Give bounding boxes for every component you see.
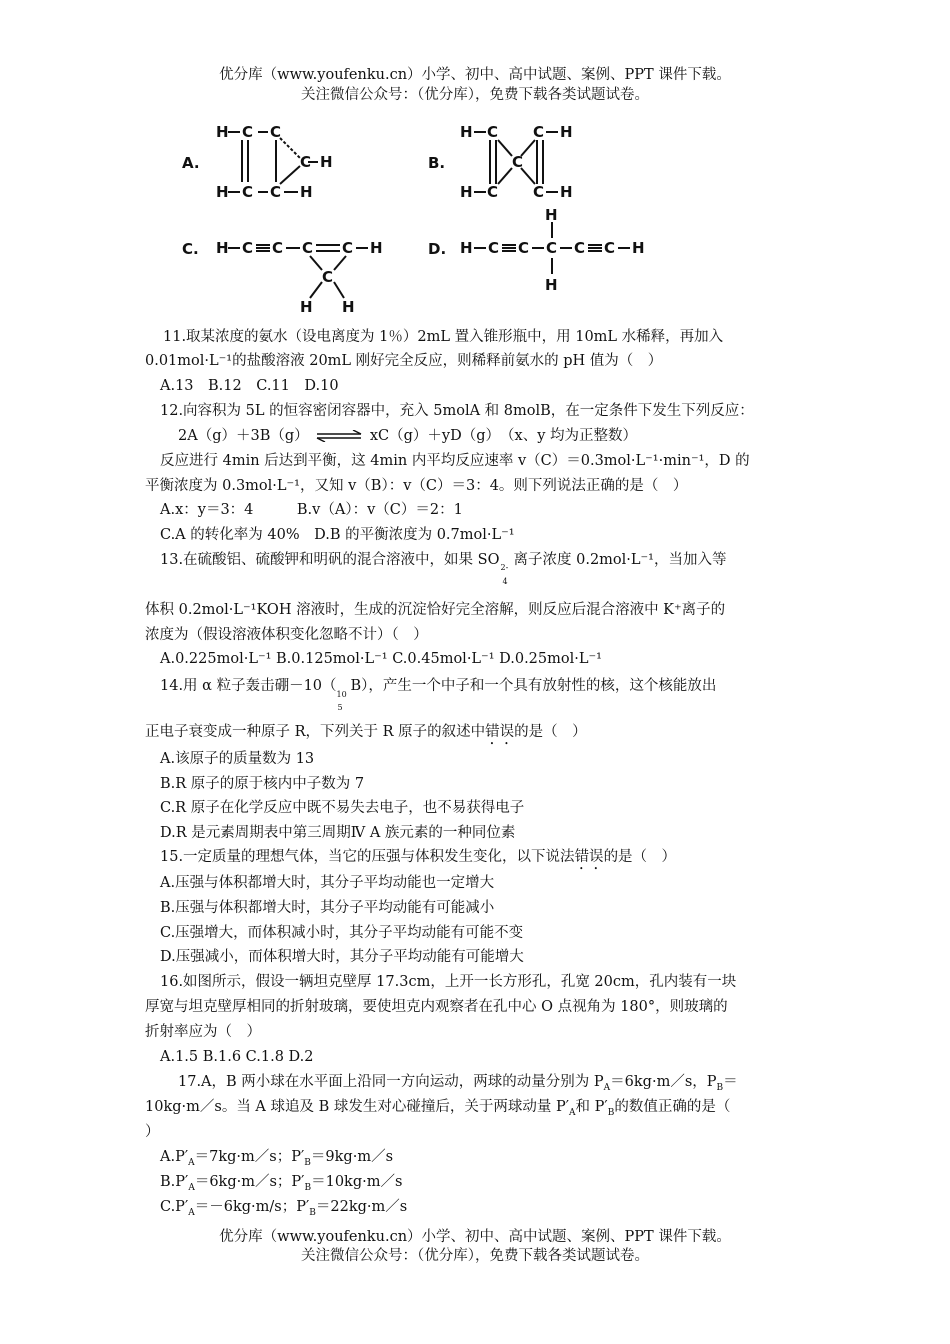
carbon-atom-label: C <box>533 183 545 201</box>
option-label-a: A. <box>182 154 200 172</box>
q14-sup: 10 <box>336 690 347 699</box>
q15-option-c: C.压强增大，而体积减小时，其分子平均动能有可能不变 <box>160 925 524 941</box>
q14-text-b: B），产生一个中子和一个具有放射性的核，这个核能放出 <box>350 678 717 694</box>
hydrogen-atom-label: H <box>370 239 383 257</box>
q14-option-c: C.R 原子在化学反应中既不易失去电子，也不易获得电子 <box>160 800 525 816</box>
q17-a1s: A <box>188 1157 195 1168</box>
carbon-atom-label: C <box>487 183 499 201</box>
q12-options-cd: C.A 的转化率为 40% D.B 的平衡浓度为 0.7mol·L⁻¹ <box>160 527 515 543</box>
hydrogen-atom-label: H <box>545 206 558 224</box>
carbon-atom-label: C <box>322 268 334 286</box>
q15-emphasis: 错误 <box>574 849 604 865</box>
option-label-d: D. <box>428 240 447 258</box>
hydrogen-atom-label: H <box>342 298 355 316</box>
equilibrium-arrow-icon <box>315 430 363 442</box>
q17-a1: A.P′ <box>160 1149 189 1165</box>
hydrogen-atom-label: H <box>560 123 573 141</box>
carbon-atom-label: C <box>512 153 524 171</box>
q13-text-b: 离子浓度 0.2mol·L⁻¹，当加入等 <box>513 552 727 568</box>
option-label-c: C. <box>182 240 199 258</box>
hydrogen-atom-label: H <box>320 153 333 171</box>
carbon-atom-label: C <box>342 239 354 257</box>
header-line-1: 优分库（www.youfenku.cn）小学、初中、高中试题、案例、PPT 课件下载。 <box>219 67 731 83</box>
q15-option-d: D.压强减小，而体积增大时，其分子平均动能有可能增大 <box>160 949 524 965</box>
carbon-atom-label: C <box>242 239 254 257</box>
hydrogen-atom-label: H <box>460 123 473 141</box>
structure-diagrams <box>0 110 950 430</box>
carbon-atom-label: C <box>488 239 500 257</box>
q17-sub-a: A <box>603 1082 611 1093</box>
q14-line-2 <box>145 722 587 748</box>
q17-b1: B.P′ <box>160 1174 189 1190</box>
q16-line-1: 16.如图所示，假设一辆坦克壁厚 17.3cm，上开一长方形孔，孔宽 20cm，孔内装有一块 <box>160 974 737 990</box>
q17-text-2mid: 和 P′ <box>575 1099 608 1115</box>
option-label-b: B. <box>428 154 446 172</box>
q15-text-b: 的是（ ） <box>603 849 677 865</box>
q17-c1: C.P′ <box>160 1199 189 1215</box>
carbon-atom-label: C <box>487 123 499 141</box>
q17-c1s: A <box>188 1207 195 1218</box>
q17-option-a <box>160 1147 393 1173</box>
hydrogen-atom-label: H <box>216 183 229 201</box>
q13-sup: 2- <box>500 563 509 572</box>
header-line-2: 关注微信公众号：（优分库），免费下载各类试题试卷。 <box>301 87 649 103</box>
q17-b2: ＝6kg·m／s；P′ <box>194 1174 305 1190</box>
hydrogen-atom-label: H <box>216 239 229 257</box>
q14-line-1 <box>160 676 717 712</box>
carbon-atom-label: C <box>518 239 530 257</box>
hydrogen-atom-label: H <box>560 183 573 201</box>
q13-line-2: 体积 0.2mol·L⁻¹KOH 溶液时，生成的沉淀恰好完全溶解，则反应后混合溶液中 K⁺离子的 <box>145 602 726 618</box>
q17-line-3: ） <box>145 1124 160 1140</box>
q17-sub-b: B <box>716 1082 724 1093</box>
carbon-atom-label: C <box>604 239 616 257</box>
q12-line-4: 平衡浓度为 0.3mol·L⁻¹，又知 v（B）：v（C）＝3：4。则下列说法正确的是（ ） <box>145 478 688 494</box>
q14-option-a: A.该原子的质量数为 13 <box>160 751 315 767</box>
q12-eq-right: xC（g）＋yD（g） （x、y 均为正整数） <box>369 428 638 444</box>
q17-text-1end: ＝ <box>723 1074 738 1090</box>
carbon-atom-label: C <box>574 239 586 257</box>
carbon-atom-label: C <box>546 239 558 257</box>
q14-text-2a: 正电子衰变成一种原子 R，下列关于 R 原子的叙述中 <box>145 724 486 740</box>
q14-text-2b: 的是（ ） <box>514 724 587 740</box>
q16-options: A.1.5 B.1.6 C.1.8 D.2 <box>160 1049 314 1065</box>
q15-option-b: B.压强与体积都增大时，其分子平均动能有可能减小 <box>160 900 495 916</box>
q17-c2: ＝－6kg·m/s；P′ <box>194 1199 310 1215</box>
carbon-atom-label: C <box>270 183 282 201</box>
hydrogen-atom-label: H <box>300 183 313 201</box>
q16-line-3: 折射率应为（ ） <box>145 1024 261 1040</box>
q12-options-ab: A.x：y＝3：4 B.v（A）：v（C）＝2：1 <box>160 502 463 518</box>
q13-sub: 4 <box>502 577 508 586</box>
footer-line-2: 关注微信公众号：（优分库），免费下载各类试题试卷。 <box>301 1248 649 1264</box>
q11-options: A.13 B.12 C.11 D.10 <box>160 378 339 394</box>
q14-option-d: D.R 是元素周期表中第三周期Ⅳ A 族元素的一种同位素 <box>160 825 516 841</box>
hydrogen-atom-label: H <box>632 239 645 257</box>
q14-option-b: B.R 原子的原于核内中子数为 7 <box>160 776 365 792</box>
q17-a2: ＝7kg·m／s；P′ <box>194 1149 305 1165</box>
q14-text-a: 14.用 α 粒子轰击硼－10（ <box>160 678 337 694</box>
q15-text-a: 15.一定质量的理想气体，当它的压强与体积发生变化，以下说法 <box>160 849 575 865</box>
q17-b1s: A <box>188 1182 195 1193</box>
carbon-atom-label: C <box>300 153 312 171</box>
q15-option-a: A.压强与体积都增大时，其分子平均动能也一定增大 <box>160 875 495 891</box>
hydrogen-atom-label: H <box>460 239 473 257</box>
q13-text-a: 13.在硫酸铝、硫酸钾和明矾的混合溶液中，如果 SO <box>160 552 500 568</box>
q17-b2s: B <box>304 1182 312 1193</box>
atom-labels <box>216 123 645 316</box>
q17-c3: ＝22kg·m／s <box>315 1199 408 1215</box>
hydrogen-atom-label: H <box>545 276 558 294</box>
carbon-atom-label: C <box>272 239 284 257</box>
footer-line-1: 优分库（www.youfenku.cn）小学、初中、高中试题、案例、PPT 课件下载。 <box>219 1229 731 1245</box>
q14-emphasis: 错误 <box>485 724 515 740</box>
carbon-atom-label: C <box>242 183 254 201</box>
hydrogen-atom-label: H <box>460 183 473 201</box>
q17-option-b <box>160 1172 402 1198</box>
q13-options: A.0.225mol·L⁻¹ B.0.125mol·L⁻¹ C.0.45mol·L⁻¹ D.0.25mol·L⁻¹ <box>160 651 602 667</box>
q17-text-2a: 10kg·m／s。当 A 球追及 B 球发生对心碰撞后，关于两球动量 P′ <box>145 1099 570 1115</box>
q12-eq-left: 2A（g）＋3B（g） <box>178 428 309 444</box>
q17-sub-2a: A <box>569 1107 576 1118</box>
q12-line-1: 12.向容积为 5L 的恒容密闭容器中，充入 5molA 和 8molB，在一定条件下发生下列反应： <box>160 403 754 419</box>
q12-line-3: 反应进行 4min 后达到平衡，这 4min 内平均反应速率 v（C）＝0.3mol·L⁻¹·min⁻¹，D 的 <box>160 453 750 469</box>
q17-text-2end: 的数值正确的是（ <box>614 1099 731 1115</box>
q17-a3: ＝9kg·m／s <box>310 1149 394 1165</box>
q17-line-1 <box>178 1072 738 1098</box>
q11-line-2: 0.01mol·L⁻¹的盐酸溶液 20mL 刚好完全反应，则稀释前氨水的 pH 值为（ ） <box>145 353 663 369</box>
q15-line-1 <box>160 847 676 873</box>
q17-option-c <box>160 1197 407 1223</box>
q11-line-1: 11.取某浓度的氨水（设电离度为 1％）2mL 置入锥形瓶中，用 10mL 水稀释，再加入 <box>163 329 724 345</box>
q17-c2s: B <box>309 1207 316 1218</box>
carbon-atom-label: C <box>270 123 282 141</box>
q13-line-1 <box>160 550 727 586</box>
q12-equation <box>178 426 637 446</box>
carbon-atom-label: C <box>302 239 314 257</box>
carbon-atom-label: C <box>533 123 545 141</box>
hydrogen-atom-label: H <box>300 298 313 316</box>
q14-sub: 5 <box>337 703 343 712</box>
hydrogen-atom-label: H <box>216 123 229 141</box>
q17-b3: ＝10kg·m／s <box>311 1174 403 1190</box>
carbon-atom-label: C <box>242 123 254 141</box>
q13-line-3: 浓度为（假设溶液体积变化忽略不计）（ ） <box>145 627 428 643</box>
q17-line-2 <box>145 1097 730 1123</box>
q17-text-1mid: ＝6kg·m／s，P <box>610 1074 717 1090</box>
q17-sub-2b: B <box>607 1107 615 1118</box>
q16-line-2: 厚宽与坦克壁厚相同的折射玻璃，要使坦克内观察者在孔中心 O 点视角为 180°，则玻璃的 <box>145 999 728 1015</box>
q17-text-1: 17.A，B 两小球在水平面上沿同一方向运动，两球的动量分别为 P <box>178 1074 604 1090</box>
q17-a2s: B <box>304 1157 311 1168</box>
